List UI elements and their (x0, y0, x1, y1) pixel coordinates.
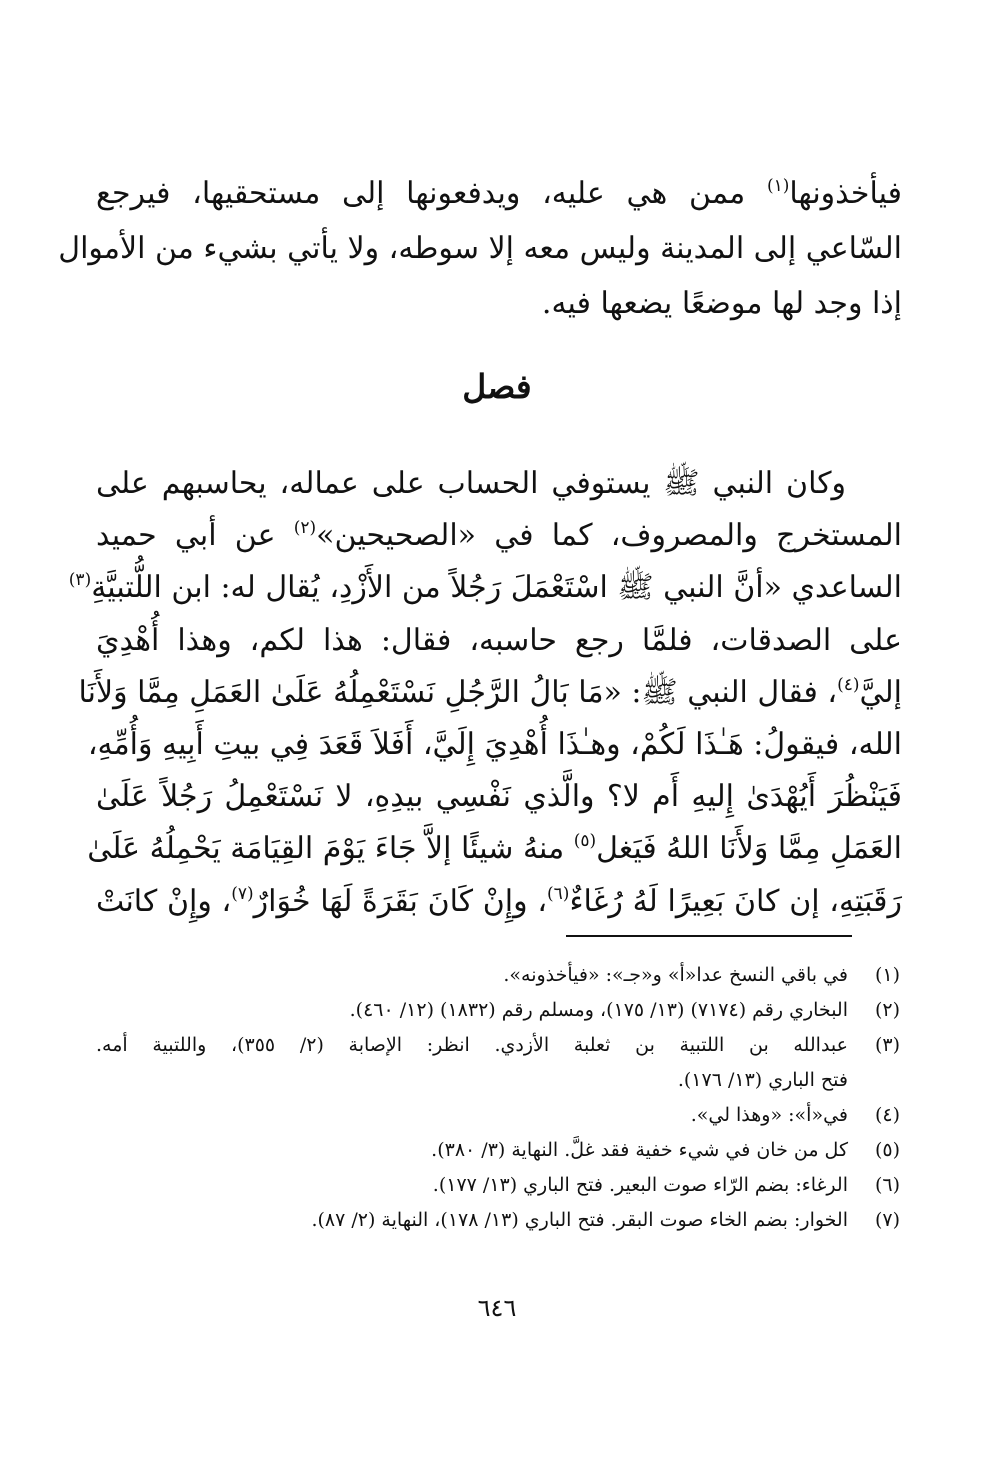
footnote-ref-3[interactable]: (٣) (68, 570, 92, 591)
body-line-7: فَيَنْظُرَ أَيُهْدَىٰ إِليهِ أَم لا؟ والَّذي نَفْسِي بيدِهِ، لا نَسْتَعْمِلُ رَجُلاً عَلَىٰ (96, 779, 902, 815)
footnote-ref-1[interactable]: (١) (766, 176, 790, 196)
footnote-line: الرغاء: بضم الرّاء صوت البعير. فتح الباري (١٣/ ١٧٧). (432, 1174, 848, 1196)
footnote-text (96, 958, 848, 993)
footnote-line: عبدالله بن اللتبية بن ثعلبة الأزدي. انظر: الإصابة (٢/ ٣٥٥)، واللتبية أمه. (96, 1034, 848, 1056)
footnote-line: فتح الباري (١٣/ ١٧٦). (677, 1069, 848, 1091)
body-line-5-end: ، فقال النبي ﷺ: «مَا بَالُ الرَّجُلِ نَسْتَعْمِلُهُ عَلَىٰ العَمَلِ مِمَّا وَلأَنَا (78, 674, 838, 710)
body-line-4: على الصدقات، فلمَّا رجع حاسبه، فقال: هذا لكم، وهذا أُهْدِيَ (96, 622, 902, 658)
footnote-text (96, 1168, 848, 1203)
footnote-text (96, 1203, 848, 1238)
footnote-item (96, 1028, 902, 1098)
body-line-2 (96, 510, 902, 562)
page-number: ٦٤٦ (477, 1294, 517, 1322)
footnote-text (96, 1028, 848, 1098)
footnote-ref-2[interactable]: (٢) (293, 518, 317, 539)
footnote-line: في«أ»: «وهذا لي». (690, 1104, 848, 1126)
footnote-item (96, 1133, 902, 1168)
section-heading: فصل (462, 367, 532, 406)
body-line-9 (96, 876, 902, 928)
intro-line-2: السّاعي إلى المدينة وليس معه إلا سوطه، ولا يأتي بشيء من الأموال (58, 231, 902, 266)
footnote-ref-7[interactable]: (٧) (231, 883, 254, 904)
footnotes (96, 958, 902, 1238)
footnote-text (96, 1098, 848, 1133)
footnote-text (96, 1133, 848, 1168)
footnote-item (96, 993, 902, 1028)
body-line-1: وكان النبي ﷺ يستوفي الحساب على عماله، يحاسبهم على (96, 466, 846, 501)
footnote-separator (566, 935, 852, 937)
footnote-item (96, 958, 902, 993)
body-line-8 (87, 823, 902, 875)
body-line-9-middle: ، وإِنْ كَانَ بَقَرَةً لَهَا خُوَارٌ (253, 883, 548, 919)
footnote-item (96, 1203, 902, 1238)
intro-line-1-rest: ممن هي عليه، ويدفعونها إلى مستحقيها، فيرجع (96, 176, 767, 211)
footnote-number: (٤) (874, 1104, 900, 1126)
footnote-number: (١) (874, 964, 900, 986)
footnote-line: البخاري رقم (٧١٧٤) (١٣/ ١٧٥)، ومسلم رقم (١٨٣٢) (١٢/ ٤٦٠). (349, 999, 848, 1021)
footnote-number: (٣) (874, 1034, 900, 1056)
footnote-text (96, 993, 848, 1028)
body-line-8-start: العَمَلِ مِمَّا وَلأَنَا اللهُ فَيَغل (596, 831, 902, 867)
body-line-9-end: ، وإِنْ كانَتْ (96, 883, 232, 919)
body-line-5-start: إليَّ (859, 674, 902, 710)
body-line-3-start: الساعدي «أنَّ النبي ﷺ اسْتَعْمَلَ رَجُلاً من الأَزْدِ، يُقال له: ابن اللُّتبيَّةِ (91, 570, 902, 606)
footnote-line: الخوار: بضم الخاء صوت البقر. فتح الباري (١٣/ ١٧٨)، النهاية (٢/ ٨٧). (311, 1209, 848, 1231)
footnote-ref-6[interactable]: (٦) (547, 883, 570, 904)
body-line-3 (68, 562, 902, 614)
intro-line-3: إذا وجد لها موضعًا يضعها فيه. (541, 286, 902, 321)
footnote-ref-4[interactable]: (٤) (837, 674, 860, 695)
body-line-5 (78, 667, 902, 719)
footnote-number: (٦) (874, 1174, 900, 1196)
intro-line-1-start: فيأخذونها (789, 176, 902, 211)
footnote-number: (٢) (874, 999, 900, 1021)
section-body (68, 458, 902, 928)
footnote-item (96, 1168, 902, 1203)
footnote-number: (٥) (874, 1139, 900, 1161)
footnote-number: (٧) (874, 1209, 900, 1231)
body-line-9-start: رَقَبَتِهِ، إن كانَ بَعِيرًا لَهُ رُغَاءٌ (569, 883, 902, 919)
footnote-line: في باقي النسخ عدا«أ» و«جـ»: «فيأخذونه». (503, 964, 848, 986)
intro-line-1 (96, 166, 902, 221)
body-line-6: الله، فيقولُ: هَـٰذَا لَكُمْ، وهـٰذَا أُهْدِيَ إِلَيَّ، أَفَلاَ قَعَدَ فِي بيتِ أَبِيهِ وَأُمِّهِ، (87, 727, 902, 763)
footnote-ref-5[interactable]: (٥) (573, 831, 597, 852)
body-line-2-end: عن أبي حميد (96, 518, 294, 554)
body-line-8-end: منهُ شيئًا إلاَّ جَاءَ يَوْمَ القِيَامَة يَحْمِلُهُ عَلَىٰ (87, 831, 574, 867)
footnote-line: كل من خان في شيء خفية فقد غلَّ. النهاية (٣/ ٣٨٠). (431, 1139, 848, 1161)
body-line-2-start: المستخرج والمصروف، كما في «الصحيحين» (316, 518, 902, 554)
intro-paragraph (58, 166, 902, 331)
footnote-item (96, 1098, 902, 1133)
